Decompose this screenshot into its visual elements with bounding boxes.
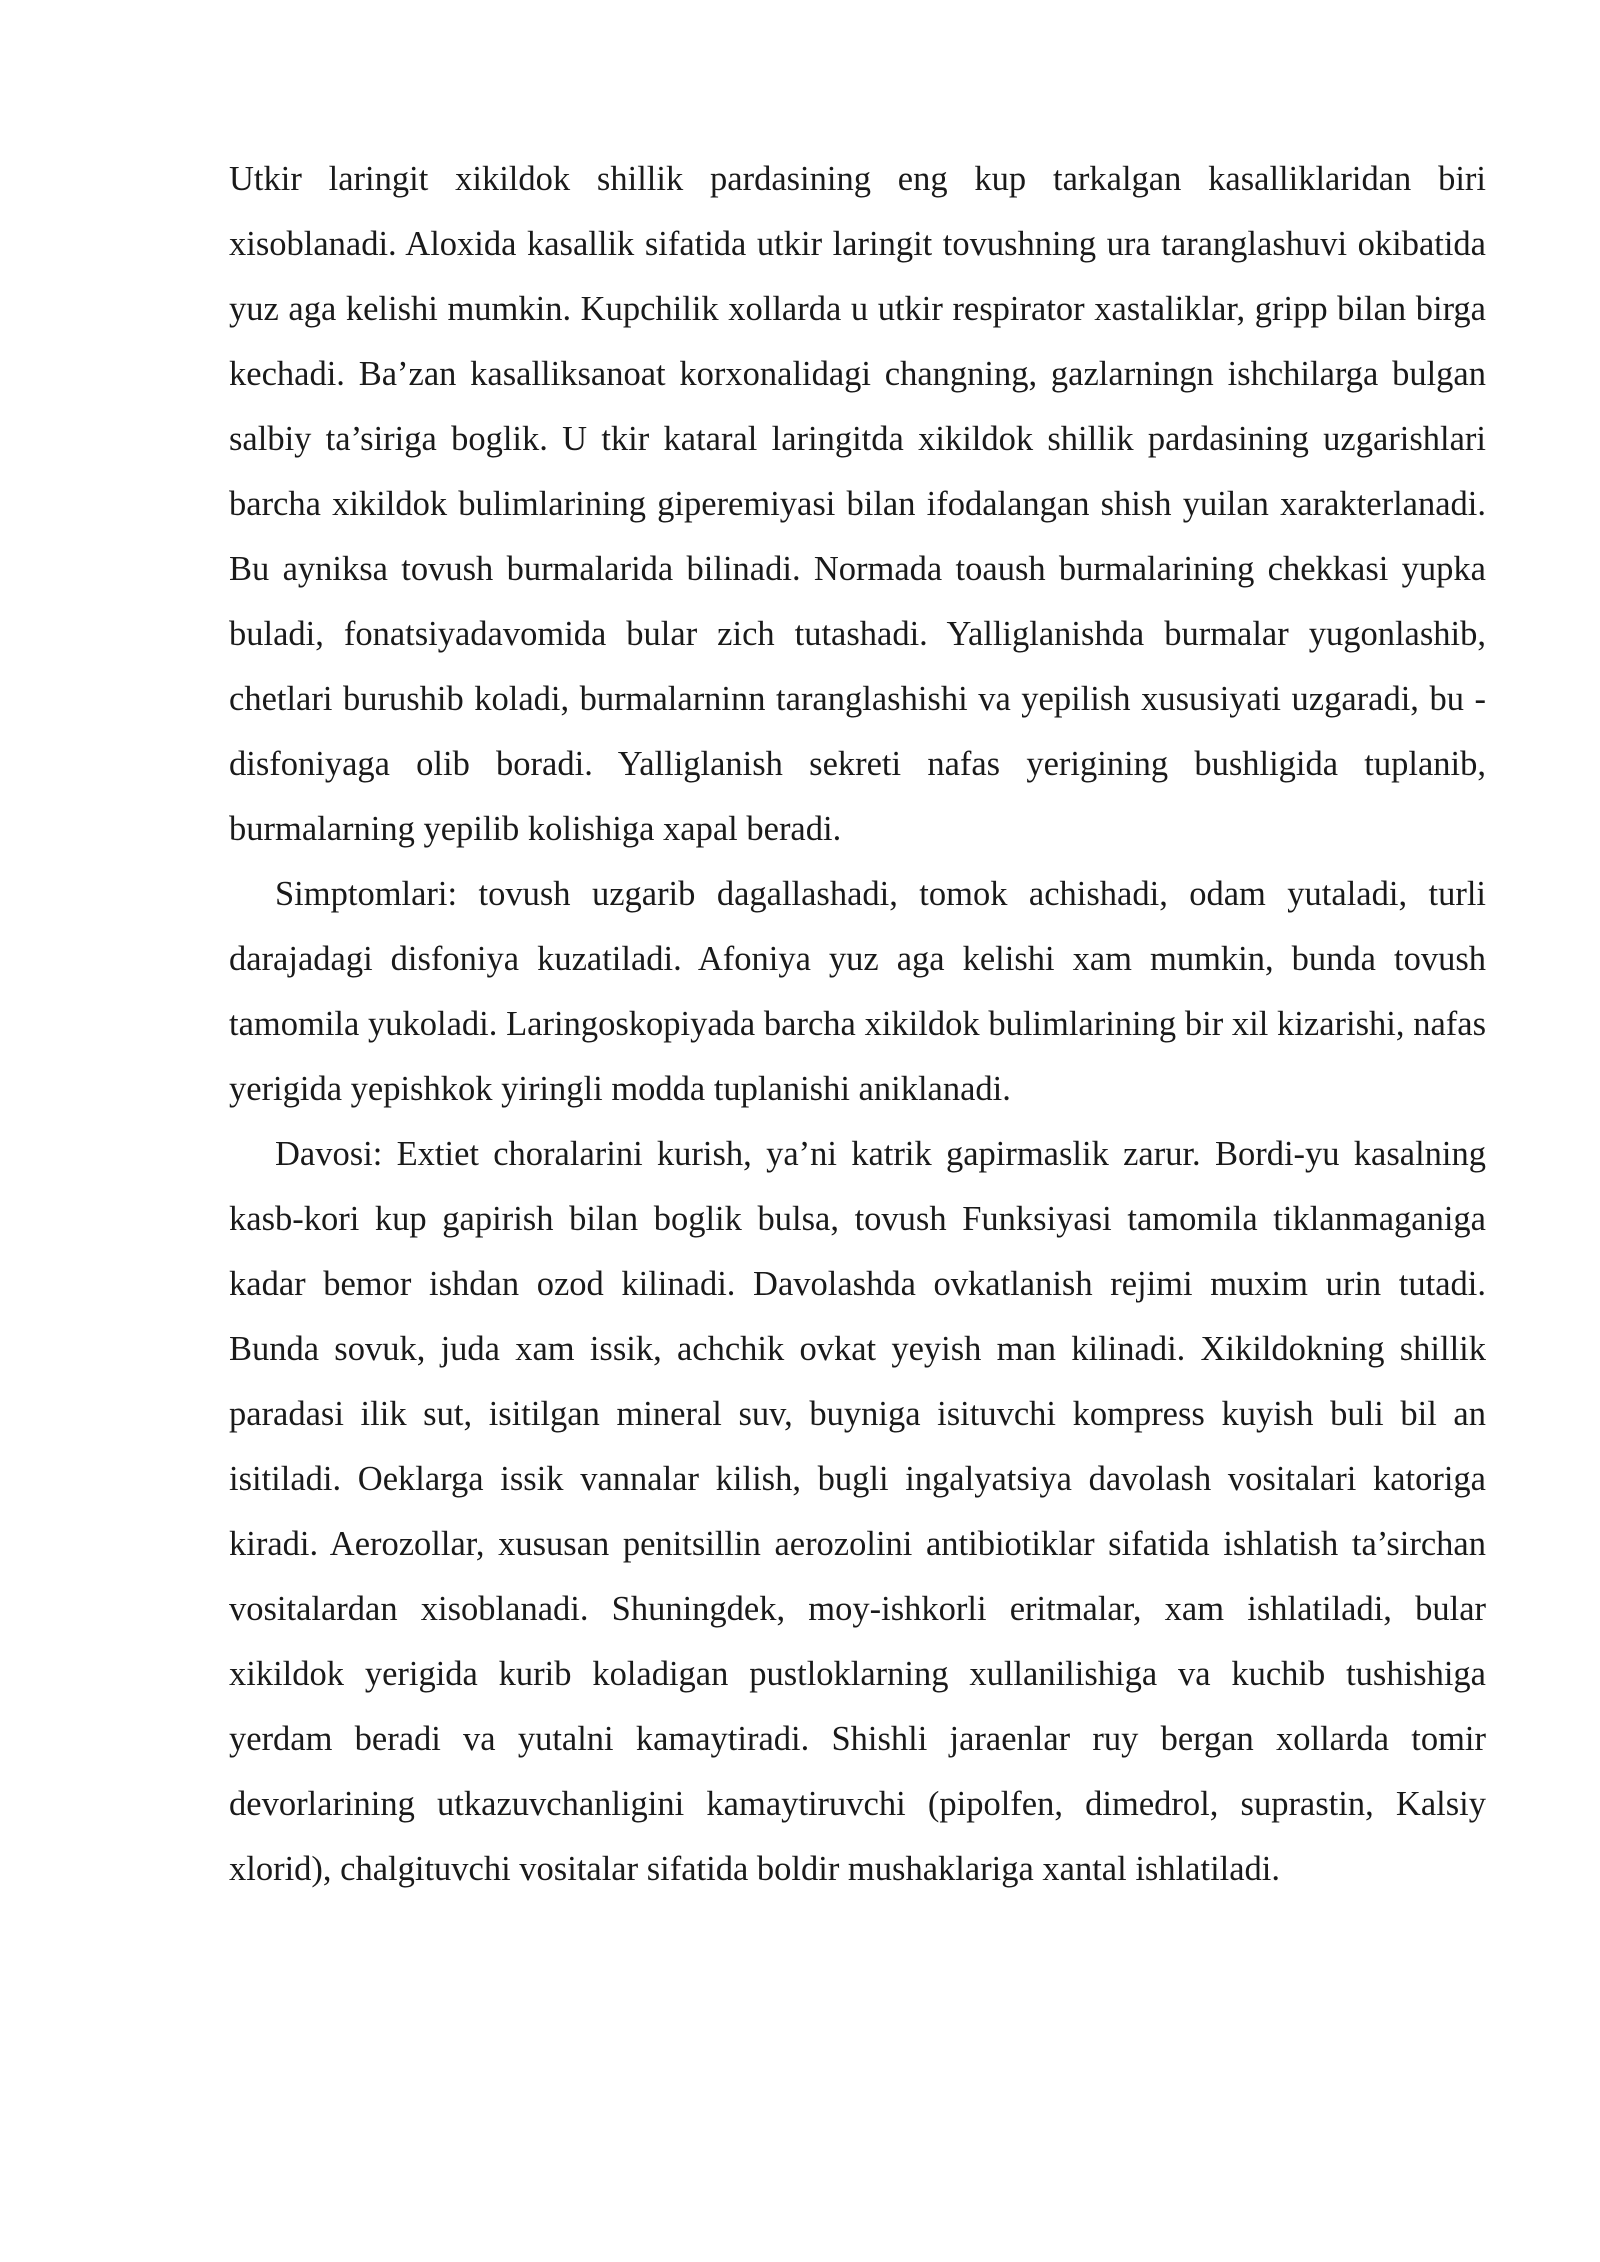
paragraph-symptoms: Simptomlari: tovush uzgarib dagallashadi, tomok achishadi, odam yutaladi, turli darajadagi disfoniya kuzatiladi. Afoniya yuz aga kelishi xam mumkin, bunda tovush tamomila yukoladi. Laringoskopiyada barcha xikildok bulimlarining bir xil kizarishi, nafas yerigida yepishkok yiringli modda tuplanishi aniklanadi. — [229, 875, 1486, 1108]
paragraph-treatment: Davosi: Extiet choralarini kurish, ya’ni katrik gapirmaslik zarur. Bordi-yu kasalning kasb-kori kup gapirish bilan boglik bulsa, tovush Funksiyasi tamomila tiklanmaganiga kadar bemor ishdan ozod kilinadi. Davolashda ovkatlanish rejimi muxim urin tutadi. Bunda sovuk, juda xam issik, achchik ovkat yeyish man kilinadi. Xikildokning shillik paradasi ilik sut, isitilgan mineral suv, buyniga isituvchi kompress kuyish buli bil an isitiladi. Oeklarga issik vannalar kilish, bugli ingalyatsiya davolash vositalari katoriga kiradi. Aerozollar, xususan penitsillin aerozolini antibiotiklar sifatida ishlatish ta’sirchan vositalardan xisoblanadi. Shuningdek, moy-ishkorli eritmalar, xam ishlatiladi, bular xikildok yerigida kurib koladigan pustloklarning xullanilishiga va kuchib tushishiga yerdam beradi va yutalni kamaytiradi. Shishli jaraenlar ruy bergan xollarda tomir devorlarining utkazuvchanligini kamaytiruvchi (pipolfen, dimedrol, suprastin, Kalsiy xlorid), chalgituvchi vositalar sifatida boldir mushaklariga xantal ishlatiladi. — [229, 1135, 1486, 1888]
paragraph-intro: Utkir laringit xikildok shillik pardasining eng kup tarkalgan kasalliklaridan biri xisoblanadi. Aloxida kasallik sifatida utkir laringit tovushning ura taranglashuvi okibatida yuz aga kelishi mumkin. Kupchilik xollarda u utkir respirator xastaliklar, gripp bilan birga kechadi. Ba’zan kasalliksanoat korxonalidagi changning, gazlarningn ishchilarga bulgan salbiy ta’siriga boglik. U tkir kataral laringitda xikildok shillik pardasining uzgarishlari barcha xikildok bulimlarining giperemiyasi bilan ifodalangan shish yuilan xarakterlanadi. Bu ayniksa tovush burmalarida bilinadi. Normada toaush burmalarining chekkasi yupka buladi, fonatsiyadavomida bular zich tutashadi. Yalliglanishda burmalar yugonlashib, chetlari burushib koladi, burmalarninn taranglashishi va yepilish xususiyati uzgaradi, bu - disfoniyaga olib boradi. Yalliglanish sekreti nafas yerigining bushligida tuplanib, burmalarning yepilib kolishiga xapal beradi. — [229, 160, 1486, 848]
document-body — [229, 147, 1486, 1902]
